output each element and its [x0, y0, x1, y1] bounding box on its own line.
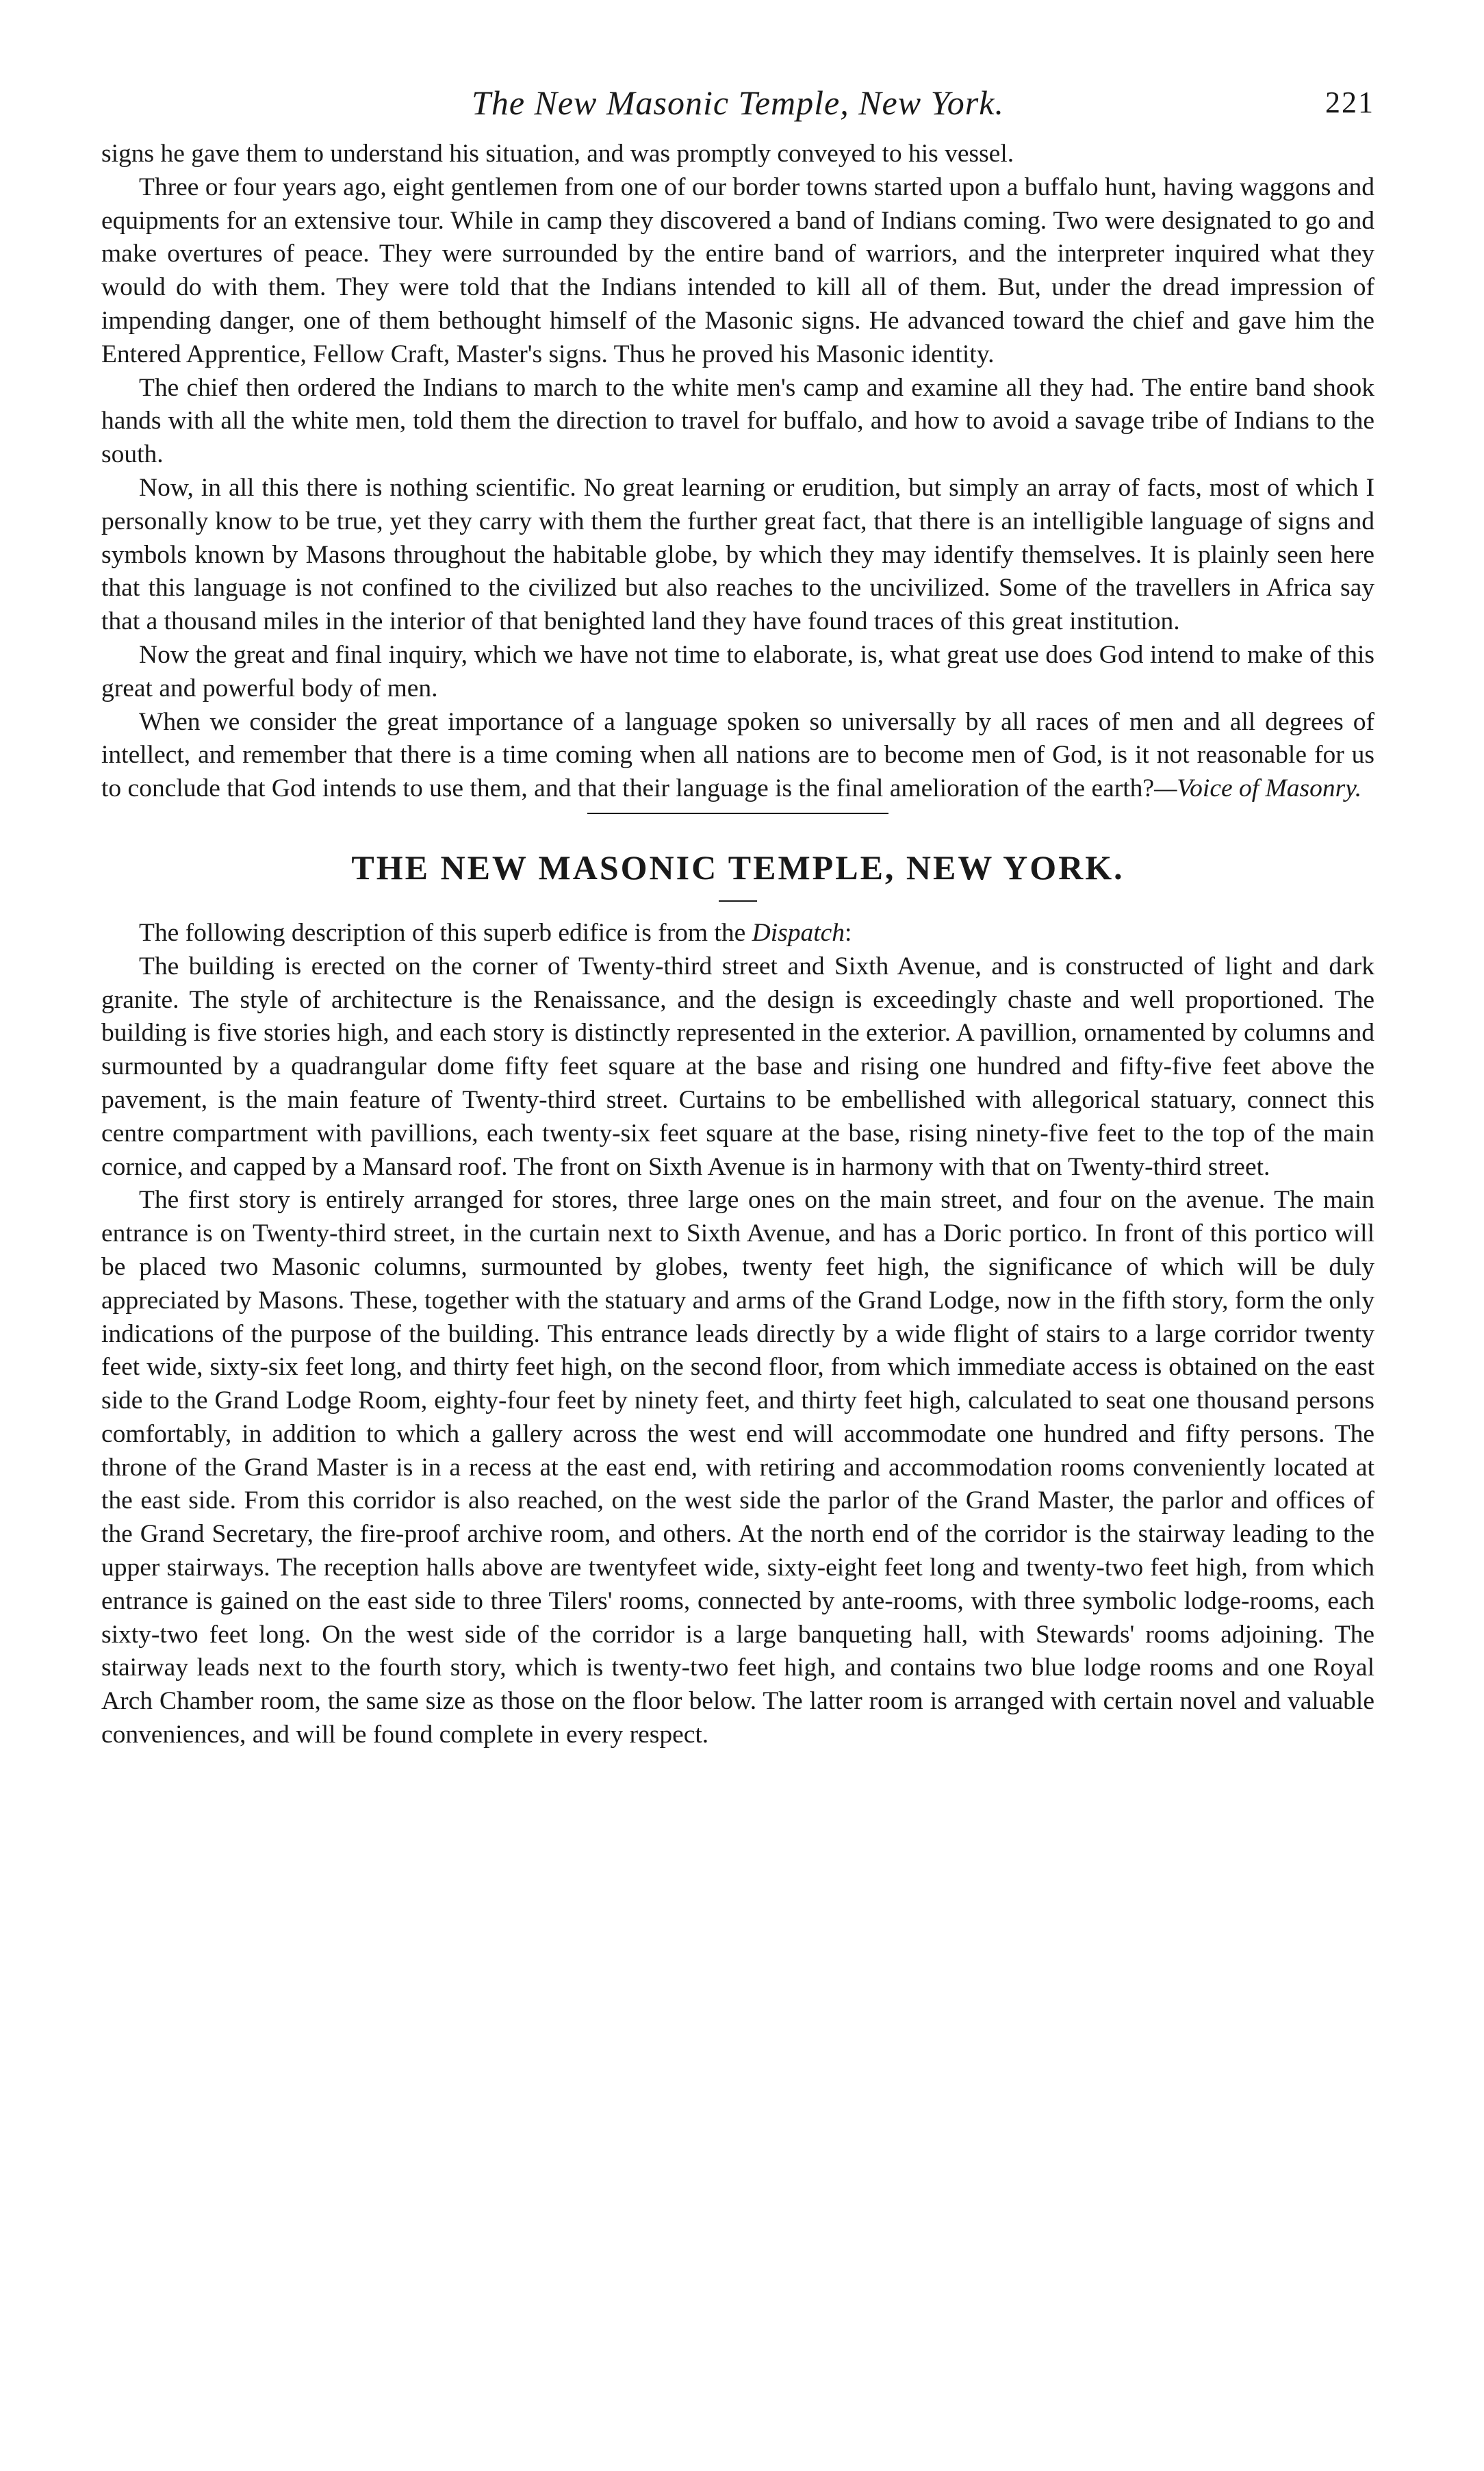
source-citation: —Voice of Masonry.: [1154, 774, 1362, 803]
paragraph-final-inquiry: Now the great and final inquiry, which we have not time to elaborate, is, what great use does God intend to make of this great and powerful body of men.: [101, 640, 1374, 702]
running-head: [101, 72, 1374, 134]
paragraph-continuation: signs he gave them to understand his situation, and was promptly conveyed to his vessel.: [101, 140, 1014, 168]
paragraph-building-exterior: The building is erected on the corner of Twenty-third street and Sixth Avenue, and is constructed of light and dark granite. The style of architecture is the Renaissance, and the design is exceedingly chaste and well proportioned. The building is five stories high, and each story is distinctly represented in the exterior. A pavillion, ornamented by columns and surmounted by a quadrangular dome fifty feet square at the base and rising one hundred and fifty-five feet above the pavement, is the main feature of Twenty-third street. Curtains to be embellished with allegorical statuary, connect this centre compartment with pavillions, each twenty-six feet square at the base, rising ninety-five feet to the top of the main cornice, and capped by a Mansard roof. The front on Sixth Avenue is in harmony with that on Twenty-third street.: [101, 952, 1374, 1181]
paragraph-nothing-scientific: Now, in all this there is nothing scientific. No great learning or erudition, but simply an array of facts, most of which I personally know to be true, yet they carry with them the further great fact, that there is an intelligible language of signs and symbols known by Masons throughout the habitable globe, by which they may identify themselves. It is plainly seen here that this language is not confined to the civilized but also reaches to the uncivilized. Some of the travellers in Africa say that a thousand miles in the interior of that benighted land they have found traces of this great institution.: [101, 473, 1374, 636]
intro-text: The following description of this superb edifice is from the: [139, 918, 746, 947]
intro-source: Dispatch: [752, 918, 845, 947]
page-number: 221: [1325, 86, 1374, 119]
first-article: [101, 138, 1374, 806]
section-divider-rule: [587, 813, 888, 814]
paragraph-chief-orders: The chief then ordered the Indians to march to the white men's camp and examine all they had. The entire band shook hands with all the white men, told them the direction to travel for buffalo, and how to avoid a savage tribe of Indians to the south.: [101, 373, 1374, 469]
paragraph-intro: [101, 917, 1374, 950]
book-page: [101, 72, 1374, 1752]
paragraph-conclusion-text: When we consider the great importance of a language spoken so universally by all races of men and all degrees of intellect, and remember that there is a time coming when all nations are to become men of God, is it not reasonable for us to conclude that God intends to use them, and that their language is the final amelioration of the earth?: [101, 707, 1374, 803]
second-article: [101, 917, 1374, 1752]
intro-end: :: [845, 918, 852, 947]
paragraph-buffalo-hunt: Three or four years ago, eight gentlemen from one of our border towns started upon a buffalo hunt, having waggons and equipments for an extensive tour. While in camp they discovered a band of Indians coming. Two were designated to go and make overtures of peace. They were surrounded by the entire band of warriors, and the interpreter inquired what they would do with them. They were told that the Indians intended to kill all of them. But, under the dread impression of impending danger, one of them bethought himself of the Masonic signs. He advanced toward the chief and gave him the Entered Apprentice, Fellow Craft, Master's signs. Thus he proved his Masonic identity.: [101, 173, 1374, 368]
paragraph-building-interior: The first story is entirely arranged for stores, three large ones on the main street, and four on the avenue. The main entrance is on Twenty-third street, in the curtain next to Sixth Avenue, and has a Doric portico. In front of this portico will be placed two Masonic columns, surmounted by globes, twenty feet high, the significance of which will be duly appreciated by Masons. These, together with the statuary and arms of the Grand Lodge, now in the fifth story, form the only indications of the purpose of the building. This entrance leads directly by a wide flight of stairs to a large corridor twenty feet wide, sixty-six feet long, and thirty feet high, on the second floor, from which immediate access is obtained on the east side to the Grand Lodge Room, eighty-four feet by ninety feet, and thirty feet high, calculated to seat one thousand persons comfortably, in addition to which a gallery across the west end will accommodate one hundred and fifty persons. The throne of the Grand Master is in a recess at the east end, with retiring and accommodation rooms conveniently located at the east side. From this corridor is also reached, on the west side the parlor of the Grand Master, the parlor and offices of the Grand Secretary, the fire-proof archive room, and others. At the north end of the corridor is the stairway leading to the upper stairways. The reception halls above are twentyfeet wide, sixty-eight feet long and twenty-two feet high, from which entrance is gained on the east side to three Tilers' rooms, connected by ante-rooms, with three symbolic lodge-rooms, each sixty-two feet long. On the west side of the corridor is a large banqueting hall, with Stewards' rooms adjoining. The stairway leads next to the fourth story, which is twenty-two feet high, and contains two blue lodge rooms and one Royal Arch Chamber room, the same size as those on the floor below. The latter room is arranged with certain novel and valuable conveniences, and will be found complete in every respect.: [101, 1186, 1374, 1749]
running-title: The New Masonic Temple, New York.: [472, 84, 1004, 122]
article-heading: THE NEW MASONIC TEMPLE, NEW YORK.: [351, 848, 1125, 887]
paragraph-conclusion: [101, 706, 1374, 806]
heading-underline-rule: [719, 900, 757, 902]
